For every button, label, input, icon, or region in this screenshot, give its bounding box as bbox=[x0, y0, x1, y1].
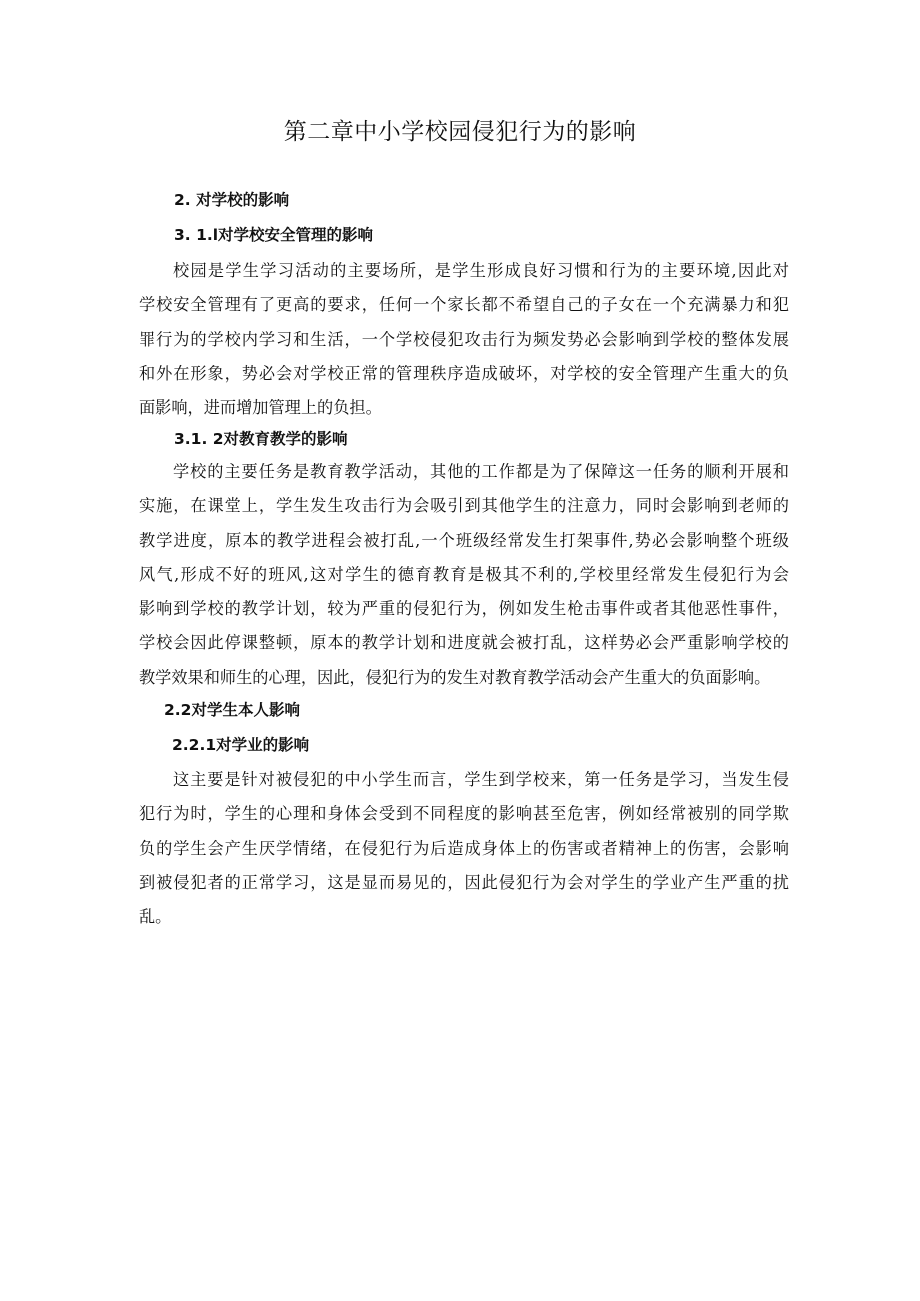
page-title: 第二章中小学校园侵犯行为的影响 bbox=[283, 119, 637, 145]
paragraph-academic bbox=[139, 763, 789, 934]
paragraph-line: 犯行为时，学生的心理和身体会受到不同程度的影响甚至危害，例如经常被别的同学欺 bbox=[139, 804, 789, 824]
paragraph-line: 校园是学生学习活动的主要场所，是学生形成良好习惯和行为的主要环境,因此对 bbox=[173, 261, 789, 280]
paragraph-line: 罪行为的学校内学习和生活，一个学校侵犯攻击行为频发势必会影响到学校的整体发展 bbox=[139, 329, 789, 349]
subsection-heading-safety-management: 3. 1.l对学校安全管理的影响 bbox=[174, 226, 374, 244]
paragraph-teaching bbox=[139, 455, 789, 695]
paragraph-line: 教学效果和师生的心理，因此，侵犯行为的发生对教育教学活动会产生重大的负面影响。 bbox=[139, 667, 771, 687]
paragraph-line: 教学进度，原本的教学进程会被打乱,一个班级经常发生打架事件,势必会影响整个班级 bbox=[139, 530, 789, 550]
paragraph-line: 乱。 bbox=[139, 907, 172, 927]
paragraph-safety-management bbox=[139, 254, 789, 425]
subsection-heading-academic: 2.2.1对学业的影响 bbox=[172, 736, 310, 754]
paragraph-line: 影响到学校的教学计划，较为严重的侵犯行为，例如发生枪击事件或者其他恶性事件， bbox=[139, 599, 789, 619]
subsection-heading-teaching: 3.1. 2对教育教学的影响 bbox=[174, 430, 348, 448]
section-heading-school-impact: 2. 对学校的影响 bbox=[174, 191, 290, 209]
paragraph-line: 面影响，进而增加管理上的负担。 bbox=[139, 398, 382, 418]
paragraph-line: 负的学生会产生厌学情绪，在侵犯行为后造成身体上的伤害或者精神上的伤害，会影响 bbox=[139, 838, 789, 858]
paragraph-line: 学校安全管理有了更高的要求，任何一个家长都不希望自己的子女在一个充满暴力和犯 bbox=[139, 295, 789, 315]
section-heading-student-impact: 2.2对学生本人影响 bbox=[164, 701, 300, 719]
paragraph-line: 实施，在课堂上，学生发生攻击行为会吸引到其他学生的注意力，同时会影响到老师的 bbox=[139, 496, 789, 516]
paragraph-line: 学校的主要任务是教育教学活动，其他的工作都是为了保障这一任务的顺利开展和 bbox=[173, 462, 789, 481]
paragraph-line: 到被侵犯者的正常学习，这是显而易见的，因此侵犯行为会对学生的学业产生严重的扰 bbox=[139, 872, 789, 892]
paragraph-line: 和外在形象，势必会对学校正常的管理秩序造成破坏，对学校的安全管理产生重大的负 bbox=[139, 363, 789, 383]
paragraph-line: 学校会因此停课整顿，原本的教学计划和进度就会被打乱，这样势必会严重影响学校的 bbox=[139, 633, 789, 653]
paragraph-line: 这主要是针对被侵犯的中小学生而言，学生到学校来，第一任务是学习，当发生侵 bbox=[173, 770, 789, 789]
paragraph-line: 风气,形成不好的班风,这对学生的德育教育是极其不利的,学校里经常发生侵犯行为会 bbox=[139, 564, 789, 584]
